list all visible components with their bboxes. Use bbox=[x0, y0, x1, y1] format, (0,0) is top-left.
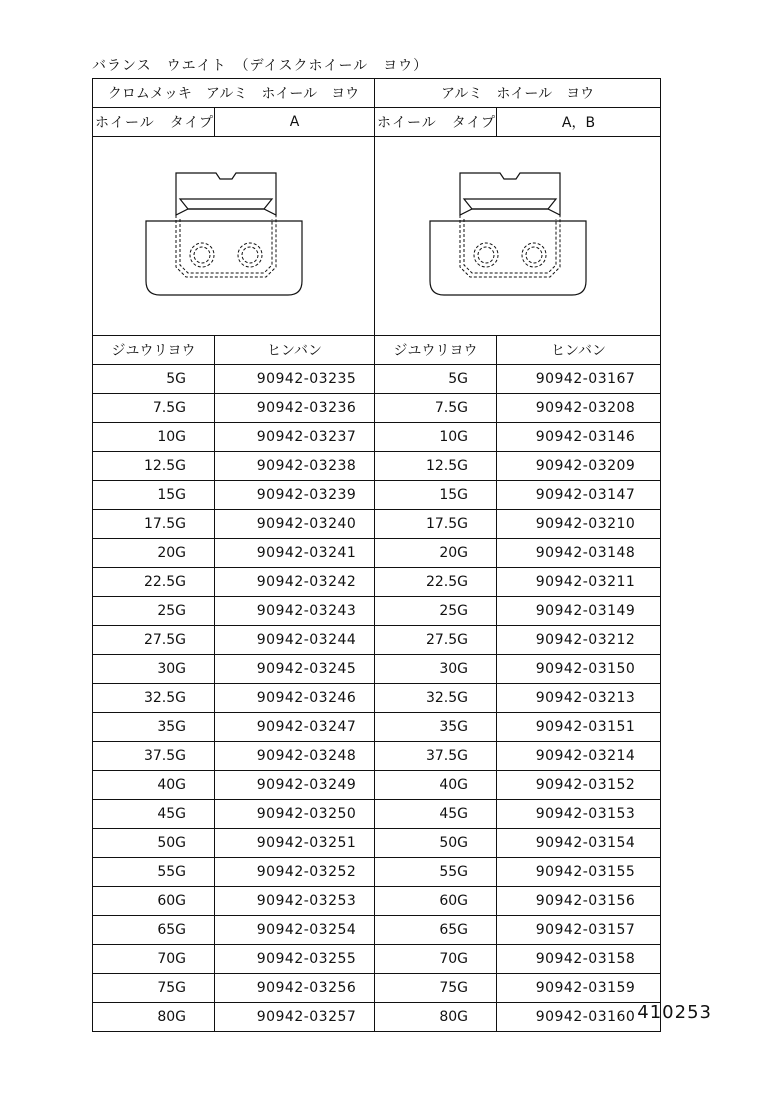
left-weight-cell: 35G bbox=[93, 713, 215, 742]
right-weight-cell: 30G bbox=[375, 655, 497, 684]
left-part-number-cell: 90942-03239 bbox=[215, 481, 375, 510]
balance-weight-left-illustration bbox=[144, 169, 324, 303]
left-part-number-cell: 90942-03246 bbox=[215, 684, 375, 713]
left-part-number-cell: 90942-03238 bbox=[215, 452, 375, 481]
left-part-number-cell: 90942-03247 bbox=[215, 713, 375, 742]
right-part-number-cell: 90942-03158 bbox=[497, 945, 661, 974]
right-weight-cell: 60G bbox=[375, 887, 497, 916]
right-part-number-cell: 90942-03149 bbox=[497, 597, 661, 626]
right-part-number-cell: 90942-03156 bbox=[497, 887, 661, 916]
left-part-number-cell: 90942-03245 bbox=[215, 655, 375, 684]
right-part-number-cell: 90942-03167 bbox=[497, 365, 661, 394]
table-row bbox=[93, 394, 661, 423]
left-weight-column-header: ジユウリヨウ bbox=[93, 336, 215, 365]
table-row bbox=[93, 713, 661, 742]
left-weight-cell: 55G bbox=[93, 858, 215, 887]
left-weight-cell: 80G bbox=[93, 1003, 215, 1032]
left-part-number-cell: 90942-03250 bbox=[215, 800, 375, 829]
right-part-number-cell: 90942-03209 bbox=[497, 452, 661, 481]
left-part-number-cell: 90942-03257 bbox=[215, 1003, 375, 1032]
right-weight-cell: 15G bbox=[375, 481, 497, 510]
table-row bbox=[93, 626, 661, 655]
right-part-number-cell: 90942-03212 bbox=[497, 626, 661, 655]
table-row bbox=[93, 655, 661, 684]
table-row bbox=[93, 684, 661, 713]
left-part-column-header: ヒンバン bbox=[215, 336, 375, 365]
left-weight-cell: 70G bbox=[93, 945, 215, 974]
left-weight-cell: 25G bbox=[93, 597, 215, 626]
left-weight-cell: 22.5G bbox=[93, 568, 215, 597]
right-part-number-cell: 90942-03213 bbox=[497, 684, 661, 713]
right-weight-cell: 25G bbox=[375, 597, 497, 626]
right-weight-cell: 75G bbox=[375, 974, 497, 1003]
right-weight-cell: 35G bbox=[375, 713, 497, 742]
right-part-number-cell: 90942-03151 bbox=[497, 713, 661, 742]
right-weight-cell: 50G bbox=[375, 829, 497, 858]
left-part-number-cell: 90942-03236 bbox=[215, 394, 375, 423]
right-type-value: A，B bbox=[497, 108, 661, 137]
right-weight-cell: 40G bbox=[375, 771, 497, 800]
left-part-number-cell: 90942-03235 bbox=[215, 365, 375, 394]
left-type-value: A bbox=[215, 108, 375, 137]
left-type-label: ホイール タイプ bbox=[93, 108, 215, 137]
right-weight-cell: 45G bbox=[375, 800, 497, 829]
right-part-number-cell: 90942-03160 bbox=[497, 1003, 661, 1032]
left-part-number-cell: 90942-03242 bbox=[215, 568, 375, 597]
left-part-number-cell: 90942-03248 bbox=[215, 742, 375, 771]
right-part-number-cell: 90942-03211 bbox=[497, 568, 661, 597]
left-weight-cell: 75G bbox=[93, 974, 215, 1003]
left-part-number-cell: 90942-03237 bbox=[215, 423, 375, 452]
right-part-number-cell: 90942-03152 bbox=[497, 771, 661, 800]
left-weight-cell: 5G bbox=[93, 365, 215, 394]
left-weight-cell: 32.5G bbox=[93, 684, 215, 713]
left-part-number-cell: 90942-03244 bbox=[215, 626, 375, 655]
right-type-label: ホイール タイプ bbox=[375, 108, 497, 137]
right-weight-cell: 27.5G bbox=[375, 626, 497, 655]
left-weight-cell: 12.5G bbox=[93, 452, 215, 481]
left-part-number-cell: 90942-03249 bbox=[215, 771, 375, 800]
left-weight-cell: 17.5G bbox=[93, 510, 215, 539]
right-weight-cell: 20G bbox=[375, 539, 497, 568]
table-row bbox=[93, 1003, 661, 1032]
table-row bbox=[93, 539, 661, 568]
right-part-number-cell: 90942-03148 bbox=[497, 539, 661, 568]
left-weight-cell: 10G bbox=[93, 423, 215, 452]
right-part-number-cell: 90942-03159 bbox=[497, 974, 661, 1003]
right-weight-cell: 17.5G bbox=[375, 510, 497, 539]
left-weight-cell: 45G bbox=[93, 800, 215, 829]
left-heading: クロムメッキ アルミ ホイール ヨウ bbox=[93, 79, 375, 108]
right-weight-cell: 10G bbox=[375, 423, 497, 452]
table-row bbox=[93, 916, 661, 945]
balance-weight-right-illustration bbox=[428, 169, 608, 303]
page-title: バランス ウエイト （デイスクホイール ヨウ） bbox=[92, 58, 429, 74]
right-heading: アルミ ホイール ヨウ bbox=[375, 79, 661, 108]
table-row bbox=[93, 481, 661, 510]
right-part-number-cell: 90942-03154 bbox=[497, 829, 661, 858]
left-part-number-cell: 90942-03256 bbox=[215, 974, 375, 1003]
left-part-number-cell: 90942-03251 bbox=[215, 829, 375, 858]
left-weight-cell: 40G bbox=[93, 771, 215, 800]
right-part-number-cell: 90942-03208 bbox=[497, 394, 661, 423]
table-row bbox=[93, 568, 661, 597]
left-part-number-cell: 90942-03255 bbox=[215, 945, 375, 974]
right-part-number-cell: 90942-03210 bbox=[497, 510, 661, 539]
table-row bbox=[93, 365, 661, 394]
right-weight-cell: 5G bbox=[375, 365, 497, 394]
table-row bbox=[93, 423, 661, 452]
right-part-number-cell: 90942-03155 bbox=[497, 858, 661, 887]
right-part-number-cell: 90942-03147 bbox=[497, 481, 661, 510]
left-weight-cell: 30G bbox=[93, 655, 215, 684]
right-weight-cell: 32.5G bbox=[375, 684, 497, 713]
right-weight-cell: 80G bbox=[375, 1003, 497, 1032]
left-weight-cell: 65G bbox=[93, 916, 215, 945]
right-weight-cell: 55G bbox=[375, 858, 497, 887]
left-part-number-cell: 90942-03253 bbox=[215, 887, 375, 916]
left-weight-cell: 15G bbox=[93, 481, 215, 510]
left-weight-cell: 50G bbox=[93, 829, 215, 858]
left-weight-diagram bbox=[93, 137, 375, 336]
right-part-number-cell: 90942-03214 bbox=[497, 742, 661, 771]
left-part-number-cell: 90942-03241 bbox=[215, 539, 375, 568]
table-row bbox=[93, 858, 661, 887]
table-row bbox=[93, 771, 661, 800]
right-weight-cell: 70G bbox=[375, 945, 497, 974]
left-part-number-cell: 90942-03252 bbox=[215, 858, 375, 887]
left-part-number-cell: 90942-03240 bbox=[215, 510, 375, 539]
right-weight-diagram bbox=[375, 137, 661, 336]
right-weight-cell: 22.5G bbox=[375, 568, 497, 597]
balance-weight-table bbox=[92, 78, 661, 1032]
left-weight-cell: 37.5G bbox=[93, 742, 215, 771]
left-weight-cell: 20G bbox=[93, 539, 215, 568]
reference-number: 410253 bbox=[637, 1002, 712, 1023]
table-row bbox=[93, 742, 661, 771]
right-weight-column-header: ジユウリヨウ bbox=[375, 336, 497, 365]
right-part-column-header: ヒンバン bbox=[497, 336, 661, 365]
right-weight-cell: 37.5G bbox=[375, 742, 497, 771]
table-row bbox=[93, 510, 661, 539]
right-weight-cell: 65G bbox=[375, 916, 497, 945]
right-weight-cell: 12.5G bbox=[375, 452, 497, 481]
left-weight-cell: 27.5G bbox=[93, 626, 215, 655]
table-row bbox=[93, 829, 661, 858]
left-part-number-cell: 90942-03243 bbox=[215, 597, 375, 626]
right-weight-cell: 7.5G bbox=[375, 394, 497, 423]
table-row bbox=[93, 800, 661, 829]
table-row bbox=[93, 945, 661, 974]
table-row bbox=[93, 452, 661, 481]
left-weight-cell: 7.5G bbox=[93, 394, 215, 423]
left-part-number-cell: 90942-03254 bbox=[215, 916, 375, 945]
right-part-number-cell: 90942-03150 bbox=[497, 655, 661, 684]
right-part-number-cell: 90942-03153 bbox=[497, 800, 661, 829]
right-part-number-cell: 90942-03157 bbox=[497, 916, 661, 945]
right-part-number-cell: 90942-03146 bbox=[497, 423, 661, 452]
table-row bbox=[93, 887, 661, 916]
table-row bbox=[93, 597, 661, 626]
left-weight-cell: 60G bbox=[93, 887, 215, 916]
table-row bbox=[93, 974, 661, 1003]
